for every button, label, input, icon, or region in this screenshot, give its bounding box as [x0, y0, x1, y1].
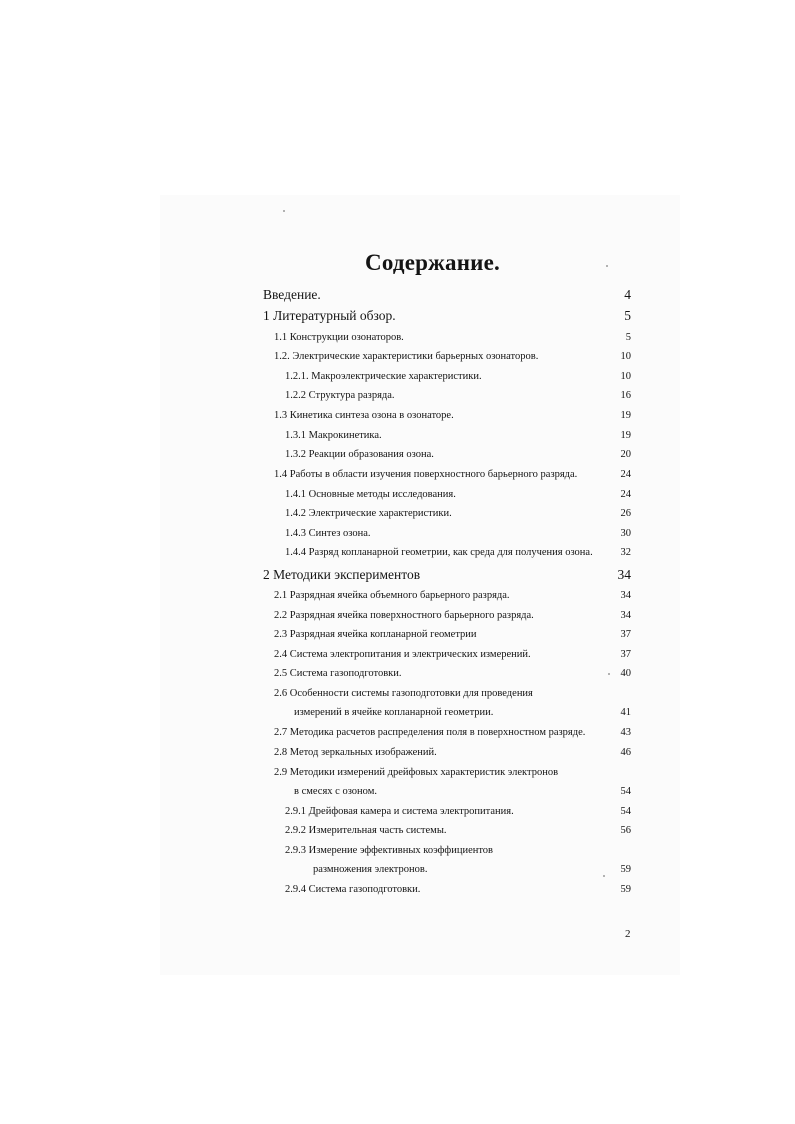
toc-entry-text: 2.2 Разрядная ячейка поверхностного барьерного разряда. — [274, 610, 534, 621]
toc-entry-page: 10 — [620, 371, 631, 382]
toc-entry-text: 1.4.2 Электрические характеристики. — [285, 508, 452, 519]
toc-entry-text: 1.2.1. Макроэлектрические характеристики. — [285, 371, 482, 382]
toc-entry-page: 43 — [620, 727, 631, 738]
toc-entry-text: 2.3 Разрядная ячейка копланарной геометрии — [274, 629, 477, 640]
toc-entry-page: 59 — [620, 864, 631, 875]
toc-entry-page: 34 — [620, 590, 631, 601]
toc-entry-text: 1.2. Электрические характеристики барьерных озонаторов. — [274, 351, 539, 362]
toc-entry-page: 54 — [620, 786, 631, 797]
toc-entry-page: 16 — [620, 390, 631, 401]
toc-entry-page: 59 — [620, 884, 631, 895]
toc-entry-page: 26 — [620, 508, 631, 519]
toc-entry-page: 10 — [620, 351, 631, 362]
toc-entry-page: 4 — [624, 287, 631, 302]
toc-entry-text: 1.3.2 Реакции образования озона. — [285, 449, 434, 460]
toc-entry-text: 1 Литературный обзор. — [263, 308, 396, 323]
toc-entry-page: 20 — [620, 449, 631, 460]
toc-entry-text: 1.2.2 Структура разряда. — [285, 390, 395, 401]
toc-entry-text: 2.1 Разрядная ячейка объемного барьерного разряда. — [274, 590, 510, 601]
toc-entry-page: 19 — [620, 430, 631, 441]
toc-entry-page: 34 — [617, 567, 631, 582]
toc-entry-text: 2.9.1 Дрейфовая камера и система электропитания. — [285, 806, 514, 817]
toc-entry-text: 2.9 Методики измерений дрейфовых характеристик электронов — [274, 767, 559, 778]
page-number: 2 — [625, 928, 631, 940]
toc-entry-page: 32 — [620, 547, 631, 558]
toc-entry-page: 37 — [620, 629, 631, 640]
scan-speck — [608, 673, 610, 675]
toc-entry-page: 5 — [625, 332, 631, 343]
toc-entry-text: 1.4.4 Разряд копланарной геометрии, как среда для получения озона. — [285, 547, 593, 558]
toc-entry-page: 46 — [620, 747, 631, 758]
toc-entry-text: 1.4 Работы в области изучения поверхностного барьерного разряда. — [274, 469, 578, 480]
toc-entry-text: 2.7 Методика расчетов распределения поля в поверхностном разряде. — [274, 727, 586, 738]
toc-entry-page: 24 — [620, 469, 631, 480]
toc-entry-page: 54 — [620, 806, 631, 817]
scan-speck — [606, 265, 608, 267]
toc-entry-text: 2.4 Система электропитания и электрических измерений. — [274, 649, 531, 660]
toc-entry-text: 1.1 Конструкции озонаторов. — [274, 332, 404, 343]
toc-entry-text: размножения электронов. — [313, 864, 428, 875]
toc-entry-text: 1.3 Кинетика синтеза озона в озонаторе. — [274, 410, 454, 421]
toc-entry-page: 40 — [620, 668, 631, 679]
scan-speck — [603, 875, 605, 877]
toc-entry-page: 37 — [620, 649, 631, 660]
scan-speck — [283, 210, 285, 212]
toc-entry-text: 2.8 Метод зеркальных изображений. — [274, 747, 437, 758]
toc-entry-page: 41 — [620, 707, 631, 718]
toc-entry-page: 19 — [620, 410, 631, 421]
toc-entry-text: 2 Методики экспериментов — [263, 567, 421, 582]
toc-entry-text: Введение. — [263, 287, 321, 302]
toc-entry-text: 2.9.2 Измерительная часть системы. — [285, 825, 447, 836]
toc-entry-text: 1.4.3 Синтез озона. — [285, 528, 371, 539]
toc-entry-text: 2.5 Система газоподготовки. — [274, 668, 402, 679]
toc-entry-text: 2.6 Особенности системы газоподготовки для проведения — [274, 688, 533, 699]
toc-entry-text: 1.3.1 Макрокинетика. — [285, 430, 382, 441]
toc-entry-page: 30 — [620, 528, 631, 539]
toc-entry-page: 24 — [620, 489, 631, 500]
toc-entry-page: 34 — [620, 610, 631, 621]
toc-entry-text: в смесях с озоном. — [294, 786, 377, 797]
toc-entry-text: 1.4.1 Основные методы исследования. — [285, 489, 456, 500]
toc-entry-text: 2.9.4 Система газоподготовки. — [285, 884, 421, 895]
toc-entry-page: 56 — [620, 825, 631, 836]
toc-entry-page: 5 — [624, 308, 631, 323]
scanned-page — [160, 195, 680, 975]
page-title: Содержание. — [365, 250, 500, 275]
toc-entry-text: измерений в ячейке копланарной геометрии. — [294, 707, 494, 718]
toc-entry-text: 2.9.3 Измерение эффективных коэффициентов — [285, 845, 494, 856]
